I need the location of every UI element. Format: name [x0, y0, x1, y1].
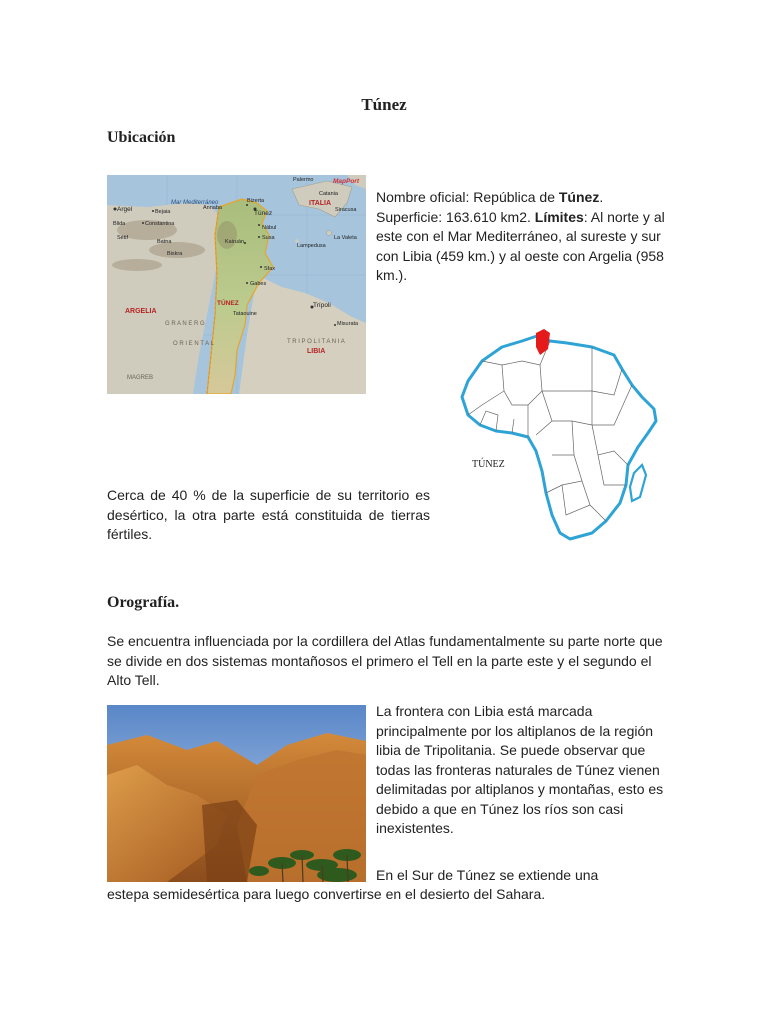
atlas-paragraph: Se encuentra influenciada por la cordillera del Atlas fundamentalmente su parte norte que se divide en dos sistemas montañosos el primero el Tell en la parte este y el segundo el Alto Tell.	[107, 633, 663, 688]
map-label-sea: Mar Mediterráneo	[171, 200, 219, 206]
map-region-tripolitania: T R I P O L I T A N I A	[287, 339, 345, 345]
map-city-annaba: Annaba	[203, 205, 222, 211]
map-city-tunez: Túnez	[254, 210, 273, 217]
official-name-paragraph	[376, 188, 676, 286]
map-city-sfax: Sfax	[264, 266, 276, 272]
map-region-erg: G R A N E R G	[165, 321, 205, 327]
desert-paragraph: Cerca de 40 % de la superficie de su territorio es desértico, la otra parte está constituida de tierras fértiles.	[107, 487, 430, 542]
tunisia-region-map	[107, 175, 366, 394]
map-city-siracusa: Siracusa	[335, 207, 357, 213]
map-city-argel: Argel	[117, 206, 133, 213]
south-paragraph-start: En el Sur de Túnez se extiende una	[376, 867, 599, 883]
border-paragraph: La frontera con Libia está marcada principalmente por los altiplanos de la región libia de Tripolitania. Se puede observar que todas las fronteras naturales de Túnez vienen delimitadas por altiplanos y montañas, esto es debido a que en Túnez los ríos son casi inexistentes.	[376, 703, 664, 836]
map-city-catania: Catania	[319, 191, 338, 197]
map-city-constantina: Constantina	[145, 221, 175, 227]
map-label-brand: MapPort	[333, 178, 359, 185]
map-city-nabul: Nábul	[262, 225, 277, 231]
map-city-misurata: Misurata	[337, 321, 359, 327]
map-city-bizerta: Bizerta	[247, 198, 265, 204]
map-city-setif: Sétif	[117, 235, 129, 241]
page-title: Túnez	[361, 95, 407, 114]
area-text: Superficie: 163.610 km2.	[376, 208, 535, 225]
map-city-kairuan: Kairuán	[225, 239, 244, 245]
map-label-algeria: ARGELIA	[125, 308, 157, 315]
section-heading-orography: Orografía.	[107, 594, 180, 611]
africa-map	[442, 325, 682, 547]
map-city-lampedusa: Lampedusa	[297, 243, 326, 249]
map-city-blida: Blida	[113, 221, 126, 227]
section-heading-location: Ubicación	[107, 129, 176, 146]
map-city-susa: Susa	[262, 235, 275, 241]
limits-text: : Al norte y al este con el Mar Mediterráneo, al sureste y sur con Libia (459 km.) y al oeste con Argelia (958 km.).	[376, 208, 665, 283]
map-label-tunisia: TÚNEZ	[217, 300, 239, 307]
map-region-oriental: O R I E N T A L	[173, 341, 214, 347]
map-city-batna: Batna	[157, 239, 172, 245]
map-region-magreb: MAGREB	[127, 375, 154, 381]
map-city-tripoli: Trípoli	[313, 302, 331, 309]
map-city-bejaia: Bejaia	[155, 209, 171, 215]
map-label-italy: ITALIA	[309, 200, 332, 207]
south-paragraph-end: estepa semidesértica para luego convertirse en el desierto del Sahara.	[107, 886, 546, 902]
limits-label: Límites	[534, 208, 584, 225]
map-city-biskra: Biskra	[167, 251, 183, 257]
mountains-photo	[107, 705, 366, 882]
official-name-end: .	[599, 189, 604, 205]
africa-map-label-tunez: TÚNEZ	[472, 459, 505, 470]
map-city-la-valeta: La Valeta	[334, 235, 357, 241]
official-name-value: Túnez	[558, 189, 600, 205]
map-city-tataouine: Tataouine	[233, 311, 257, 317]
official-name-label: Nombre oficial: República de	[376, 189, 559, 205]
africa-outline	[462, 335, 656, 539]
map-label-libya: LIBIA	[307, 348, 326, 355]
map-city-palermo: Palermo	[293, 177, 314, 183]
map-city-gabes: Gabes	[250, 281, 267, 287]
